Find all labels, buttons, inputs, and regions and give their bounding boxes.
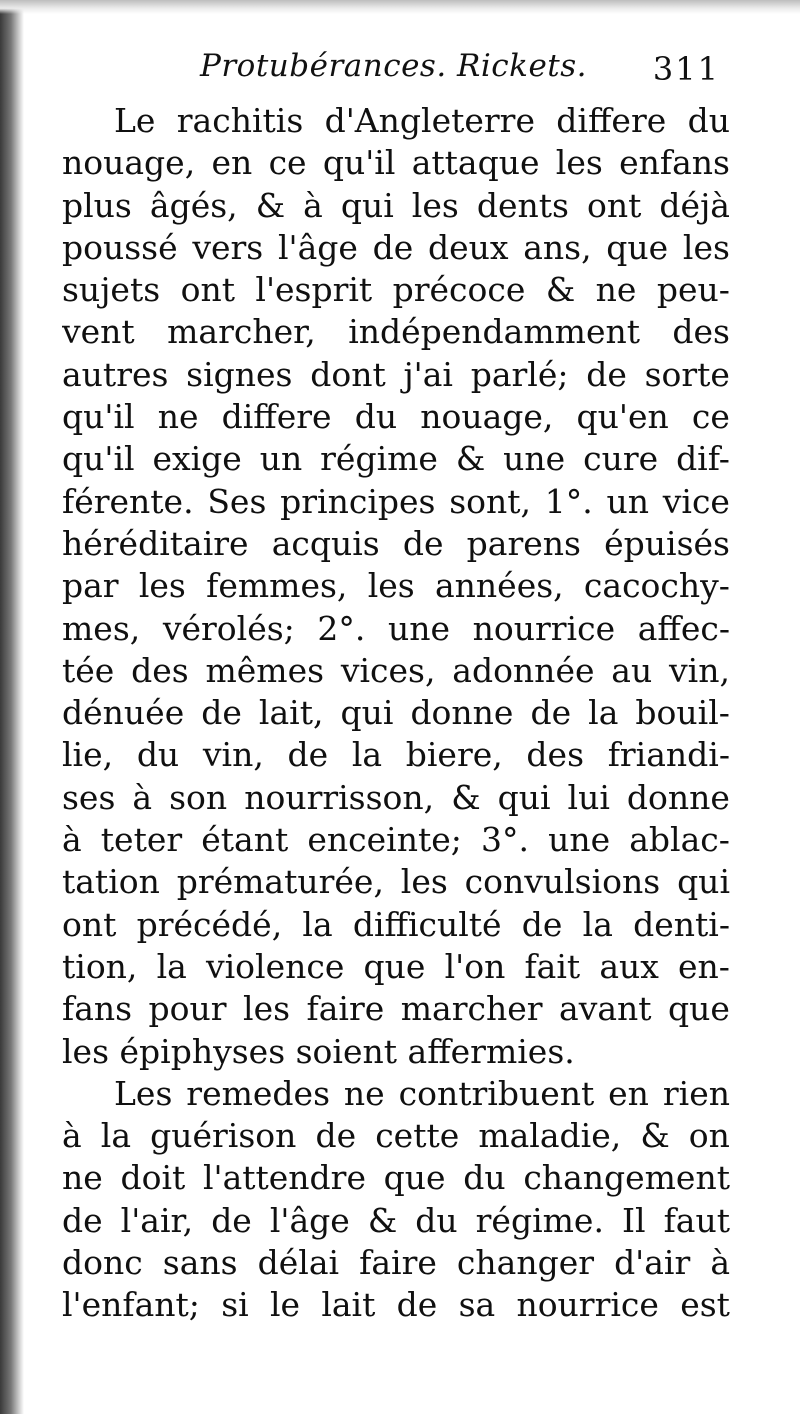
word: un <box>259 439 303 479</box>
word: & <box>455 439 486 479</box>
page-header <box>200 48 720 98</box>
word: qu'il <box>62 439 135 479</box>
word: ans, <box>523 227 592 267</box>
word: d'Angleterre <box>324 101 535 140</box>
word: bouil- <box>635 693 730 733</box>
word: peu- <box>656 270 730 310</box>
word: 1°. <box>544 481 593 521</box>
word: principes <box>280 481 436 521</box>
word: vérolés; <box>162 608 295 648</box>
word: convulsions <box>464 862 661 902</box>
word: differe <box>221 397 332 437</box>
word: difficulté <box>352 904 502 944</box>
word: nouage, <box>62 143 196 183</box>
page-top-edge <box>0 0 800 14</box>
word: ce <box>268 143 307 183</box>
word: que <box>383 1158 446 1198</box>
word: ce <box>691 397 730 437</box>
text-line <box>62 861 730 903</box>
word: friandi- <box>607 735 730 775</box>
word: vin, <box>202 735 264 775</box>
word: sujets <box>62 270 161 310</box>
word: son <box>169 777 228 817</box>
running-head: Protubérances. Rickets. <box>200 48 588 84</box>
word: lait <box>321 1285 376 1325</box>
word: les <box>138 566 186 606</box>
paragraph <box>62 100 730 1073</box>
word: les <box>243 989 291 1029</box>
word: vers <box>192 227 264 267</box>
word: parens <box>466 523 581 563</box>
word: indépendamment <box>348 312 640 352</box>
word: nouage, <box>420 397 554 437</box>
word: est <box>680 1285 730 1325</box>
word: signes <box>186 354 293 394</box>
text-line <box>62 565 730 607</box>
word: ne <box>595 270 637 310</box>
text-line <box>62 185 730 227</box>
word: marcher <box>400 989 543 1029</box>
word: ablac- <box>629 820 730 860</box>
word: régime. <box>475 1200 604 1240</box>
word: régime <box>320 439 438 479</box>
word: de <box>396 1285 438 1325</box>
word: fait <box>524 946 581 986</box>
word: rien <box>662 1073 730 1113</box>
text-line <box>62 438 730 480</box>
word: dénuée <box>62 693 185 733</box>
word: les <box>367 566 415 606</box>
text-line <box>62 1284 730 1326</box>
word: maladie, <box>478 1116 622 1156</box>
word: attaque <box>411 143 540 183</box>
word: qui <box>497 777 551 817</box>
text-line <box>62 311 730 353</box>
word: les <box>555 143 603 183</box>
word: & <box>367 1200 398 1240</box>
word: donne <box>410 693 514 733</box>
word: les <box>400 862 448 902</box>
word: l'âge <box>277 227 358 267</box>
word: & <box>451 777 481 817</box>
word: lie, <box>62 735 114 775</box>
word: du <box>687 101 730 140</box>
paragraph <box>62 1073 730 1327</box>
word: lait, <box>258 693 324 733</box>
word: changement <box>523 1158 730 1198</box>
word: remedes <box>186 1073 331 1113</box>
word: de <box>315 1116 357 1156</box>
word: âgés, <box>149 185 238 225</box>
word: du <box>415 1200 458 1240</box>
text-line <box>62 354 730 396</box>
word: vices, <box>340 650 436 690</box>
word: affec- <box>637 608 730 648</box>
text-line <box>62 1157 730 1199</box>
word: la <box>351 735 383 775</box>
word: mes, <box>62 608 141 648</box>
word: qui <box>340 185 394 225</box>
word: & <box>545 270 576 310</box>
page-number: 311 <box>652 50 720 88</box>
word: de <box>402 523 444 563</box>
word: si <box>221 1285 249 1325</box>
word: au <box>611 650 653 690</box>
word: vin, <box>669 650 730 690</box>
text-line <box>62 692 730 734</box>
word: qu'en <box>576 397 669 437</box>
word: biere, <box>405 735 503 775</box>
word: du <box>136 735 180 775</box>
text-line <box>62 1242 730 1284</box>
word: qu'il <box>322 143 396 183</box>
word: en <box>608 1073 649 1113</box>
text-line <box>62 988 730 1030</box>
word: une <box>387 608 451 648</box>
word: nourrice <box>472 608 616 648</box>
text-line <box>62 227 730 269</box>
text-line: les épiphyses soient affermies. <box>62 1031 575 1071</box>
text-line <box>62 946 730 988</box>
word: faire <box>359 1243 437 1283</box>
word: changer <box>456 1243 595 1283</box>
word: d'air <box>614 1243 691 1283</box>
word: femmes, <box>206 566 348 606</box>
word: j'ai <box>403 354 453 394</box>
word: par <box>62 566 119 606</box>
word: enfans <box>619 143 730 183</box>
word: rachitis <box>176 101 304 140</box>
body-text <box>62 100 730 1327</box>
word: de <box>287 735 329 775</box>
word: de <box>372 227 414 267</box>
word: la <box>302 904 333 944</box>
word: contribuent <box>398 1073 595 1113</box>
word: précoce <box>392 270 526 310</box>
word: à <box>62 820 82 860</box>
word: aux <box>599 946 659 986</box>
word: qui <box>340 693 394 733</box>
word: parlé; <box>470 354 569 394</box>
word: donne <box>626 777 730 817</box>
text-line <box>62 100 730 142</box>
word: l'air, <box>120 1200 194 1240</box>
word: de <box>201 693 242 733</box>
text-line <box>62 142 730 184</box>
word: en- <box>678 946 730 986</box>
word: la <box>100 1116 131 1156</box>
word: qui <box>677 862 730 902</box>
word: sa <box>458 1285 496 1325</box>
word: sorte <box>644 354 730 394</box>
word: à <box>132 777 153 817</box>
word: adonnée <box>452 650 595 690</box>
word: ne <box>343 1073 385 1113</box>
page-gutter-shadow <box>0 0 24 1414</box>
word: vent <box>62 312 135 352</box>
word: Ses <box>207 481 267 521</box>
word: délai <box>257 1243 340 1283</box>
word: poussé <box>62 227 178 267</box>
word: de <box>530 693 572 733</box>
word: que <box>668 989 730 1029</box>
word: en <box>211 143 253 183</box>
word: tation <box>62 862 160 902</box>
word: l'esprit <box>255 270 373 310</box>
text-line <box>62 523 730 565</box>
word: Le <box>114 101 156 140</box>
word: fans <box>62 989 133 1029</box>
word: les <box>682 227 730 267</box>
word: differe <box>556 101 667 140</box>
word: de <box>62 1200 103 1240</box>
word: Les <box>114 1073 173 1113</box>
word: férente. <box>62 481 194 521</box>
word: nourrice <box>516 1285 659 1325</box>
word: mêmes <box>205 650 325 690</box>
word: des <box>672 312 730 352</box>
word: 3°. <box>480 820 529 860</box>
text-line <box>62 650 730 692</box>
text-line <box>62 1200 730 1242</box>
word: dont <box>310 354 386 394</box>
word: ont <box>587 185 642 225</box>
word: dents <box>476 185 569 225</box>
word: ont <box>180 270 235 310</box>
word: les <box>411 185 459 225</box>
text-line <box>62 396 730 438</box>
word: une <box>503 439 566 479</box>
word: exige <box>152 439 242 479</box>
word: l'attendre <box>202 1158 366 1198</box>
word: des <box>131 650 189 690</box>
word: de <box>521 904 563 944</box>
word: l'on <box>444 946 506 986</box>
word: avant <box>559 989 652 1029</box>
word: & <box>640 1116 670 1156</box>
word: violence <box>205 946 345 986</box>
word: ses <box>62 777 116 817</box>
word: héréditaire <box>62 523 249 563</box>
word: cacochy- <box>583 566 730 606</box>
word: guérison <box>150 1116 297 1156</box>
word: à <box>710 1243 730 1283</box>
word: ont <box>62 904 117 944</box>
word: teter <box>100 820 183 860</box>
word: étant <box>201 820 289 860</box>
word: cette <box>375 1116 460 1156</box>
text-line <box>62 904 730 946</box>
word: une <box>548 820 611 860</box>
word: que <box>363 946 426 986</box>
word: cure <box>583 439 659 479</box>
word: enceinte; <box>307 820 462 860</box>
text-line <box>62 734 730 776</box>
word: donc <box>62 1243 143 1283</box>
word: pour <box>148 989 227 1029</box>
word: & <box>255 185 286 225</box>
word: sont, <box>449 481 532 521</box>
word: denti- <box>633 904 730 944</box>
word: qu'il <box>62 397 135 437</box>
word: de <box>211 1200 252 1240</box>
word: que <box>606 227 669 267</box>
text-line <box>62 1115 730 1157</box>
word: du <box>354 397 398 437</box>
word: Il <box>621 1200 646 1240</box>
text-line <box>62 819 730 861</box>
word: marcher, <box>167 312 316 352</box>
word: acquis <box>271 523 380 563</box>
text-line <box>62 608 730 650</box>
word: tion, <box>62 946 138 986</box>
word: l'âge <box>269 1200 350 1240</box>
word: plus <box>62 185 132 225</box>
word: années, <box>434 566 564 606</box>
word: autres <box>62 354 169 394</box>
word: à <box>303 185 323 225</box>
word: nourrisson, <box>244 777 435 817</box>
word: déjà <box>659 185 730 225</box>
word: doit <box>120 1158 186 1198</box>
word: à <box>62 1116 82 1156</box>
word: prématurée, <box>176 862 384 902</box>
word: ne <box>157 397 199 437</box>
word: sans <box>162 1243 238 1283</box>
word: du <box>463 1158 506 1198</box>
word: précédé, <box>136 904 283 944</box>
word: dif- <box>676 439 730 479</box>
word: faut <box>663 1200 730 1240</box>
word: lui <box>567 777 610 817</box>
word: des <box>526 735 585 775</box>
word: la <box>582 904 613 944</box>
word: ne <box>62 1158 103 1198</box>
word: de <box>586 354 627 394</box>
text-line <box>62 269 730 311</box>
word: la <box>156 946 187 986</box>
word: épuisés <box>604 523 730 563</box>
word: le <box>269 1285 301 1325</box>
word: on <box>688 1116 730 1156</box>
word: faire <box>306 989 385 1029</box>
word: l'enfant; <box>62 1285 200 1325</box>
text-line <box>62 777 730 819</box>
word: 2°. <box>317 608 366 648</box>
word: tée <box>62 650 115 690</box>
text-line <box>62 481 730 523</box>
word: vice <box>662 481 730 521</box>
word: un <box>606 481 650 521</box>
text-line <box>62 1073 730 1115</box>
word: deux <box>427 227 509 267</box>
word: la <box>588 693 619 733</box>
